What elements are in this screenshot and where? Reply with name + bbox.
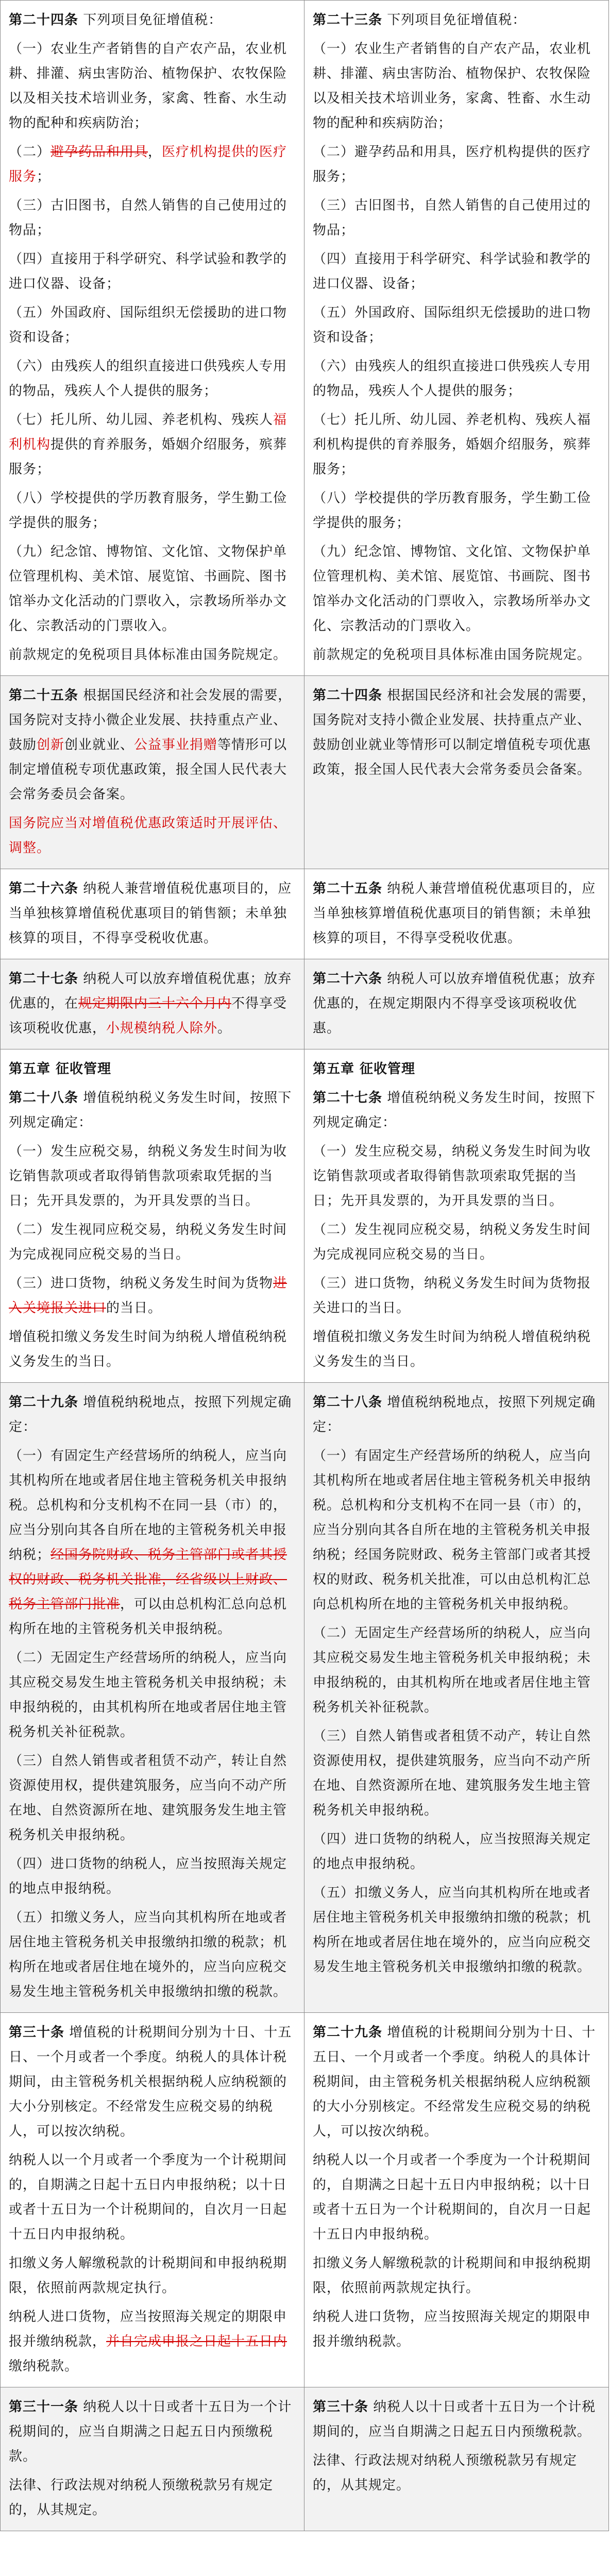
table-row [1,2387,608,2531]
paragraph [313,1139,600,1213]
paragraph [313,140,600,189]
added-text: 国务院应当对增值税优惠政策适时开展评估、调整。 [9,816,287,856]
text-segment: （八）学校提供的学历教育服务，学生勤工俭学提供的服务； [9,490,287,531]
text-segment: （五）外国政府、国际组织无偿援助的进口物资和设备； [9,305,287,345]
article-number: 第二十八条 [9,1090,79,1106]
table-row [1,1383,608,2013]
paragraph [9,2020,296,2144]
text-segment: 纳税人进口货物，应当按照海关规定的期限申报并缴纳税款。 [313,2309,591,2349]
paragraph [9,1905,296,2004]
paragraph [9,1444,296,1641]
paragraph [313,1444,600,1617]
chapter-heading: 第五章 征收管理 [313,1061,416,1077]
paragraph [313,354,600,403]
deleted-text: 经国务院财政、税务主管部门或者其授权的财政、税务机关批准，经省级以上财政、税务主管部门批准 [9,1547,287,1612]
text-segment: 提供的育养服务，婚姻介绍服务，殡葬服务； [9,437,287,477]
article-number: 第二十四条 [313,688,383,703]
text-segment: （五）扣缴义务人，应当向其机构所在地或者居住地主管税务机关申报缴纳扣缴的税款；机构所在地或者居住地在境外的，应当向应税交易发生地主管税务机关申报缴纳扣缴的税款。 [313,1885,591,1975]
paragraph [9,37,296,135]
text-segment: （二）无固定生产经营场所的纳税人，应当向其应税交易发生地主管税务机关申报纳税；未申报纳税的，由其机构所在地或者居住地主管税务机关补征税款。 [9,1650,287,1740]
text-segment: （五）外国政府、国际组织无偿援助的进口物资和设备； [313,305,591,345]
paragraph [313,1827,600,1876]
paragraph [9,811,296,860]
paragraph [313,642,600,667]
paragraph [313,1724,600,1823]
text-segment: （四）进口货物的纳税人，应当按照海关规定的地点申报纳税。 [9,1856,287,1896]
paragraph [9,486,296,535]
paragraph [313,683,600,782]
paragraph [313,539,600,638]
table-row [1,869,608,959]
text-segment: 增值税扣缴义务发生时间为纳税人增值税纳税义务发生的当日。 [9,1329,287,1369]
paragraph [9,408,296,482]
added-text: 公益事业捐赠 [134,737,218,753]
text-segment: （二） [9,144,51,160]
article-number: 第二十七条 [313,1090,383,1106]
revised-text-cell [1,676,304,869]
text-segment: （四）进口货物的纳税人，应当按照海关规定的地点申报纳税。 [313,1832,591,1872]
paragraph [313,486,600,535]
original-text-cell [304,1049,608,1382]
text-segment: 扣缴义务人解缴税款的计税期间和申报纳税期限，依照前两款规定执行。 [313,2256,591,2296]
paragraph [9,2251,296,2300]
text-segment: 增值税扣缴义务发生时间为纳税人增值税纳税义务发生的当日。 [313,1329,591,1369]
text-segment: （二）发生视同应税交易，纳税义务发生时间为完成视同应税交易的当日。 [313,1222,591,1262]
paragraph [9,1749,296,1848]
paragraph [9,354,296,403]
paragraph [9,2395,296,2469]
paragraph [9,642,296,667]
deleted-text: 进入关境报关进口 [9,1276,287,1316]
table-row [1,1,608,676]
article-number: 第三十条 [9,2025,65,2040]
text-segment: ，可以由总机构汇总向总机构所在地的主管税务机关申报纳税。 [9,1597,287,1637]
text-segment: 法律、行政法规对纳税人预缴税款另有规定的，从其规定。 [9,2478,274,2518]
chapter-heading: 第五章 征收管理 [9,1061,112,1077]
text-segment: （九）纪念馆、博物馆、文化馆、文物保护单位管理机构、美术馆、展览馆、书画院、图书馆举办文化活动的门票收入，宗教场所举办文化、宗教活动的门票收入。 [9,544,287,634]
paragraph [313,2251,600,2300]
revised-text-cell [1,2013,304,2387]
text-segment: （一）有固定生产经营场所的纳税人，应当向其机构所在地或者居住地主管税务机关申报纳税。总机构和分支机构不在同一县（市）的，应当分别向其各自所在地的主管税务机关申报纳税； [9,1448,287,1563]
text-segment: 根据国民经济和社会发展的需要，国务院对支持小微企业发展、扶持重点产业、鼓励 [9,688,292,753]
paragraph [9,2473,296,2522]
paragraph [9,1852,296,1901]
text-segment: 增值税纳税义务发生时间，按照下列规定确定： [313,1090,596,1130]
paragraph [9,1217,296,1267]
paragraph [313,1880,600,1979]
paragraph [9,193,296,243]
added-text: 创新 [37,737,65,753]
paragraph [313,967,600,1041]
article-number: 第二十三条 [313,12,383,28]
text-segment: 纳税人以十日或者十五日为一个计税期间的，应当自期满之日起五日内预缴税款。 [313,2399,596,2439]
text-segment: ； [37,169,51,184]
text-segment: （一）发生应税交易，纳税义务发生时间为收讫销售款项或者取得销售款项索取凭据的当日；先开具发票的，为开具发票的当日。 [9,1144,287,1209]
text-segment: 等情形可以制定增值税专项优惠政策，报全国人民代表大会常务委员会备案。 [9,737,287,802]
paragraph [9,300,296,350]
paragraph [9,2148,296,2247]
text-segment: 下列项目免征增值税： [78,12,223,28]
text-segment: 法律、行政法规对纳税人预缴税款另有规定的，从其规定。 [313,2453,578,2493]
added-text: 医疗机构提供的医疗服务 [9,144,287,184]
text-segment: 增值税纳税义务发生时间，按照下列规定确定： [9,1090,292,1130]
text-segment: （二）发生视同应税交易，纳税义务发生时间为完成视同应税交易的当日。 [9,1222,287,1262]
table-row [1,676,608,869]
text-segment: 的当日。 [106,1300,162,1316]
text-segment: （三）古旧图书，自然人销售的自己使用过的物品； [9,198,287,238]
text-segment: 纳税人兼营增值税优惠项目的，应当单独核算增值税优惠项目的销售额；未单独核算的项目，不得享受税收优惠。 [313,881,596,946]
text-segment: 纳税人以一个月或者一个季度为一个计税期间的，自期满之日起十五日内申报纳税；以十日或者十五日为一个计税期间的，自次月一日起十五日内申报纳税。 [313,2153,591,2242]
paragraph [313,1086,600,1135]
text-segment: 纳税人以一个月或者一个季度为一个计税期间的，自期满之日起十五日内申报纳税；以十日或者十五日为一个计税期间的，自次月一日起十五日内申报纳税。 [9,2153,287,2242]
text-segment: 前款规定的免税项目具体标准由国务院规定。 [9,647,287,663]
revised-text-cell [1,2387,304,2531]
text-segment: 扣缴义务人解缴税款的计税期间和申报纳税期限，依照前两款规定执行。 [9,2256,287,2296]
revised-text-cell [1,1049,304,1382]
text-segment: 增值税纳税地点，按照下列规定确定： [313,1395,596,1435]
article-number: 第二十四条 [9,12,79,28]
revised-text-cell [1,869,304,959]
paragraph [9,140,296,189]
original-text-cell [304,869,608,959]
table-row [1,1049,608,1383]
added-text: 小规模纳税人除外 [106,1021,218,1036]
paragraph [313,8,600,32]
article-number: 第三十一条 [9,2399,79,2415]
text-segment: 增值税的计税期间分别为十日、十五日、一个月或者一个季度。纳税人的具体计税期间，由主管税务机关根据纳税人应纳税额的大小分别核定。不经常发生应税交易的纳税人，可以按次纳税。 [9,2025,292,2139]
text-segment: （三）进口货物，纳税义务发生时间为货物 [9,1276,274,1291]
added-text: 福利机构 [9,412,287,452]
paragraph [313,2395,600,2444]
original-text-cell [304,2013,608,2387]
paragraph [313,2448,600,2498]
paragraph [313,1325,600,1374]
text-segment: 。 [217,1021,232,1036]
text-segment: 不得享受该项税收优惠， [9,996,287,1036]
text-segment: （一）农业生产者销售的自产农产品，农业机耕、排灌、病虫害防治、植物保护、农牧保险以及相关技术培训业务，家禽、牲畜、水生动物的配种和疾病防治； [9,41,287,131]
paragraph [313,2148,600,2247]
table-row [1,2013,608,2387]
paragraph [9,247,296,296]
paragraph [313,247,600,296]
original-text-cell [304,676,608,869]
revised-text-cell [1,1,304,675]
text-segment: （九）纪念馆、博物馆、文化馆、文物保护单位管理机构、美术馆、展览馆、书画院、图书馆举办文化活动的门票收入，宗教场所举办文化、宗教活动的门票收入。 [313,544,591,634]
text-segment: 增值税的计税期间分别为十日、十五日、一个月或者一个季度。纳税人的具体计税期间，由主管税务机关根据纳税人应纳税额的大小分别核定。不经常发生应税交易的纳税人，可以按次纳税。 [313,2025,596,2139]
paragraph [313,1217,600,1267]
text-segment: ， [148,144,162,160]
paragraph [313,37,600,135]
text-segment: （一）发生应税交易，纳税义务发生时间为收讫销售款项或者取得销售款项索取凭据的当日；先开具发票的，为开具发票的当日。 [313,1144,591,1209]
paragraph [9,8,296,32]
text-segment: （一）农业生产者销售的自产农产品，农业机耕、排灌、病虫害防治、植物保护、农牧保险以及相关技术培训业务，家禽、牲畜、水生动物的配种和疾病防治； [313,41,591,131]
article-number: 第二十九条 [9,1395,79,1410]
text-segment: 缴纳税款。 [9,2359,79,2374]
original-text-cell [304,1,608,675]
text-segment: （七）托儿所、幼儿园、养老机构、残疾人福利机构提供的育养服务，婚姻介绍服务，殡葬服务； [313,412,591,477]
paragraph [9,1325,296,1374]
article-number: 第二十五条 [9,688,79,703]
text-segment: （四）直接用于科学研究、科学试验和教学的进口仪器、设备； [313,251,591,292]
text-segment: （二）无固定生产经营场所的纳税人，应当向其应税交易发生地主管税务机关申报纳税；未申报纳税的，由其机构所在地或者居住地主管税务机关补征税款。 [313,1625,591,1715]
text-segment: （三）自然人销售或者租赁不动产，转让自然资源使用权，提供建筑服务，应当向不动产所在地、自然资源所在地、建筑服务发生地主管税务机关申报纳税。 [9,1753,287,1843]
text-segment: 前款规定的免税项目具体标准由国务院规定。 [313,647,591,663]
paragraph [9,1086,296,1135]
paragraph [9,683,296,807]
article-number: 第二十五条 [313,881,383,896]
text-segment: （六）由残疾人的组织直接进口供残疾人专用的物品，残疾人个人提供的服务； [9,359,287,399]
text-segment: 纳税人可以放弃增值税优惠；放弃优惠的，在规定期限内不得享受该项税收优惠。 [313,971,596,1036]
paragraph [9,1646,296,1744]
table-row [1,959,608,1049]
paragraph [9,1271,296,1320]
paragraph [9,967,296,1041]
paragraph [9,1139,296,1213]
paragraph [313,2020,600,2144]
article-number: 第二十八条 [313,1395,383,1410]
text-segment: 纳税人进口货物，应当按照海关规定的期限申报并缴纳税款， [9,2309,287,2349]
paragraph [313,876,600,951]
text-segment: 纳税人可以放弃增值税优惠；放弃优惠的，在 [9,971,292,1011]
text-segment: （三）古旧图书，自然人销售的自己使用过的物品； [313,198,591,238]
article-number: 第二十九条 [313,2025,383,2040]
text-segment: （八）学校提供的学历教育服务，学生勤工俭学提供的服务； [313,490,591,531]
paragraph [9,1057,296,1081]
paragraph [313,1621,600,1720]
original-text-cell [304,959,608,1049]
text-segment: （六）由残疾人的组织直接进口供残疾人专用的物品，残疾人个人提供的服务； [313,359,591,399]
paragraph [313,408,600,482]
paragraph [313,2304,600,2354]
deleted-text: 避孕药品和用具 [50,144,148,160]
text-segment: （四）直接用于科学研究、科学试验和教学的进口仪器、设备； [9,251,287,292]
text-segment: （三）进口货物，纳税义务发生时间为货物报关进口的当日。 [313,1276,591,1316]
text-segment: （七）托儿所、幼儿园、养老机构、残疾人 [9,412,274,428]
article-number: 第三十条 [313,2399,369,2415]
revised-text-cell [1,959,304,1049]
text-segment: （二）避孕药品和用具，医疗机构提供的医疗服务； [313,144,591,184]
deleted-text: 并自完成申报之日起十五日内 [106,2334,287,2349]
text-segment: （五）扣缴义务人，应当向其机构所在地或者居住地主管税务机关申报缴纳扣缴的税款；机构所在地或者居住地在境外的，应当向应税交易发生地主管税务机关申报缴纳扣缴的税款。 [9,1910,287,1999]
text-segment: （三）自然人销售或者租赁不动产，转让自然资源使用权，提供建筑服务，应当向不动产所在地、自然资源所在地、建筑服务发生地主管税务机关申报纳税。 [313,1728,591,1818]
article-number: 第二十六条 [9,881,79,896]
article-number: 第二十七条 [9,971,79,987]
article-number: 第二十六条 [313,971,383,987]
paragraph [9,2304,296,2379]
paragraph [313,1057,600,1081]
deleted-text: 规定期限内三十六个月内 [78,996,232,1011]
text-segment: 创业就业、 [64,737,134,753]
original-text-cell [304,1383,608,2012]
paragraph [313,193,600,243]
text-segment: 下列项目免征增值税： [382,12,527,28]
paragraph [9,1390,296,1439]
text-segment: （一）有固定生产经营场所的纳税人，应当向其机构所在地或者居住地主管税务机关申报纳税。总机构和分支机构不在同一县（市）的，应当分别向其各自所在地的主管税务机关申报纳税；经国务院财政、税务主管部门或者其授权的财政、税务机关批准，可以由总机构汇总向总机构所在地的主管税务机关申报纳税。 [313,1448,591,1612]
text-segment: 纳税人兼营增值税优惠项目的，应当单独核算增值税优惠项目的销售额；未单独核算的项目，不得享受税收优惠。 [9,881,292,946]
text-segment: 根据国民经济和社会发展的需要，国务院对支持小微企业发展、扶持重点产业、鼓励创业就业等情形可以制定增值税专项优惠政策，报全国人民代表大会常务委员会备案。 [313,688,596,777]
text-segment: 增值税纳税地点，按照下列规定确定： [9,1395,292,1435]
paragraph [9,539,296,638]
paragraph [313,300,600,350]
text-segment: 纳税人以十日或者十五日为一个计税期间的，应当自期满之日起五日内预缴税款。 [9,2399,292,2464]
revised-text-cell [1,1383,304,2012]
original-text-cell [304,2387,608,2531]
paragraph [313,1390,600,1439]
paragraph [313,1271,600,1320]
paragraph [9,876,296,951]
